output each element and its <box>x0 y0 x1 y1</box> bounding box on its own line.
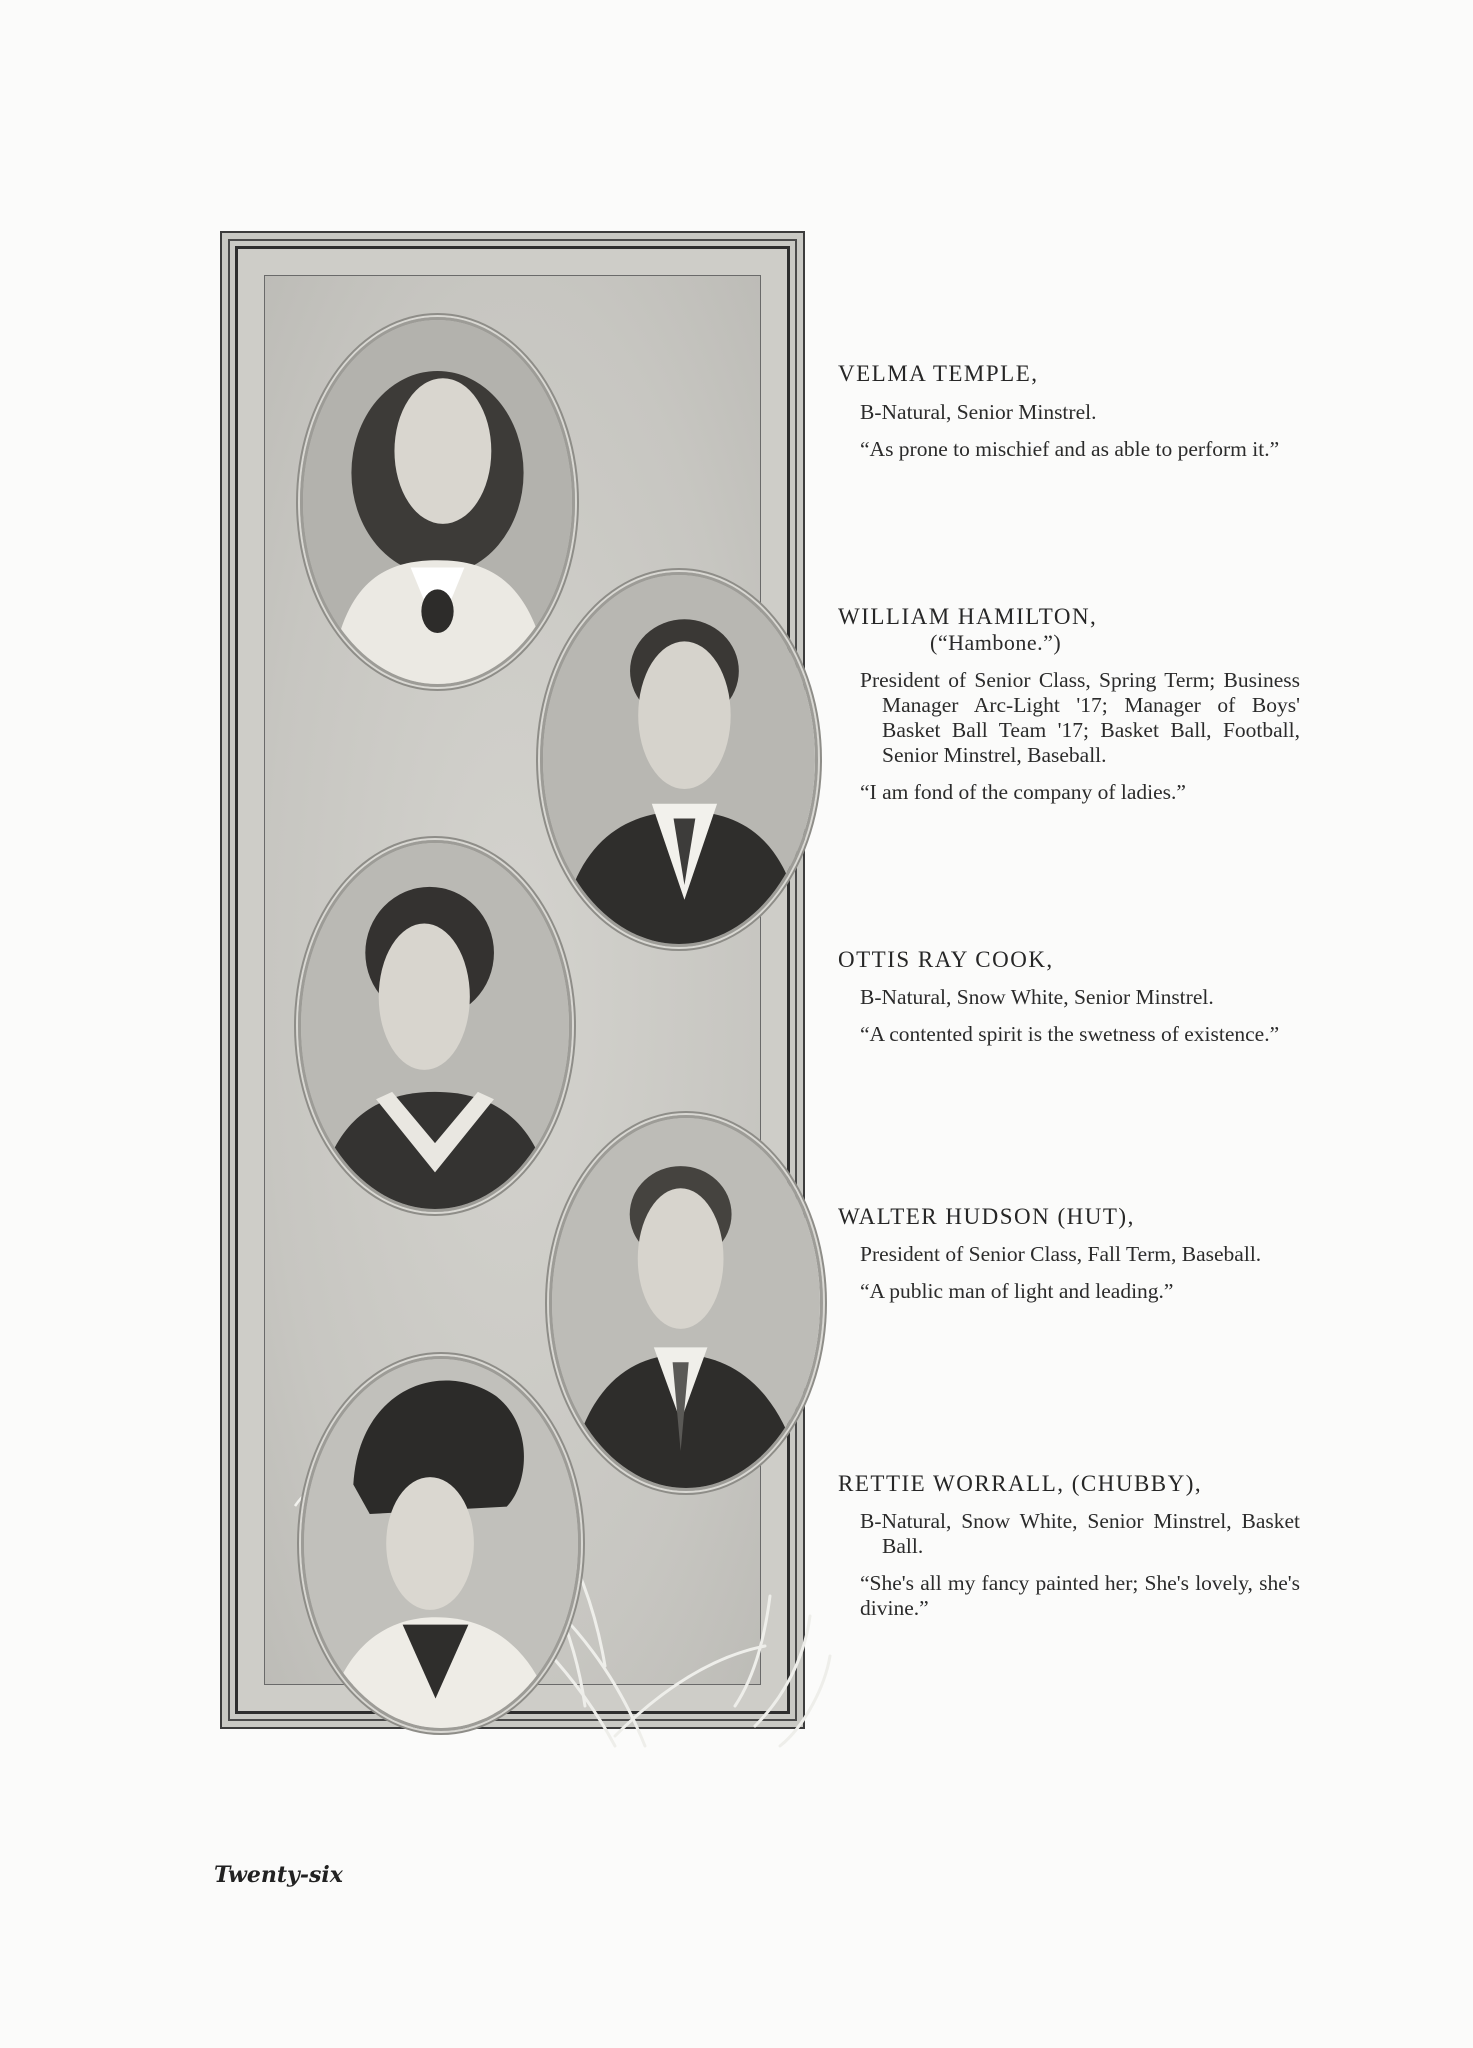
activities: President of Senior Class, Fall Term, Baseball. <box>860 1242 1262 1266</box>
portrait-william-hamilton <box>540 572 818 947</box>
activities: B-Natural, Snow White, Senior Minstrel. <box>860 985 1214 1009</box>
entry-velma-temple <box>838 361 1308 462</box>
portrait-ottis-ray-cook <box>298 840 572 1212</box>
entry-rettie-worrall <box>838 1471 1308 1621</box>
quote: “She's all my fancy painted her; She's lovely, she's divine.” <box>860 1571 1300 1620</box>
entry-walter-hudson <box>838 1204 1308 1304</box>
student-name: VELMA TEMPLE, <box>838 361 1039 386</box>
panel-inner <box>264 275 761 1685</box>
quote: “A contented spirit is the swetness of existence.” <box>860 1022 1280 1046</box>
quote: “A public man of light and leading.” <box>860 1279 1174 1303</box>
quote: “I am fond of the company of ladies.” <box>860 780 1186 804</box>
photo-panel <box>220 231 805 1729</box>
student-name: WILLIAM HAMILTON, <box>838 604 1098 629</box>
student-name: RETTIE WORRALL, (CHUBBY), <box>838 1471 1203 1496</box>
activities: B-Natural, Snow White, Senior Minstrel, Basket Ball. <box>860 1509 1300 1558</box>
entry-william-hamilton <box>838 604 1308 805</box>
student-name: OTTIS RAY COOK, <box>838 947 1054 972</box>
panel-frame <box>235 246 790 1714</box>
page-number: Twenty-six <box>214 1862 343 1888</box>
entry-ottis-ray-cook <box>838 947 1308 1047</box>
student-nickname: (“Hambone.”) <box>930 630 1062 655</box>
activities: B-Natural, Senior Minstrel. <box>860 400 1097 424</box>
portrait-velma-temple <box>300 317 575 687</box>
activities: President of Senior Class, Spring Term; Business Manager Arc-Light '17; Manager of Boys' Basket Ball Team '17; Basket Ball, Football, Senior Minstrel, Baseball. <box>860 668 1300 767</box>
quote: “As prone to mischief and as able to perform it.” <box>860 437 1280 461</box>
portrait-walter-hudson <box>549 1115 823 1491</box>
student-name: WALTER HUDSON (HUT), <box>838 1204 1135 1229</box>
portrait-rettie-worrall <box>301 1356 581 1731</box>
